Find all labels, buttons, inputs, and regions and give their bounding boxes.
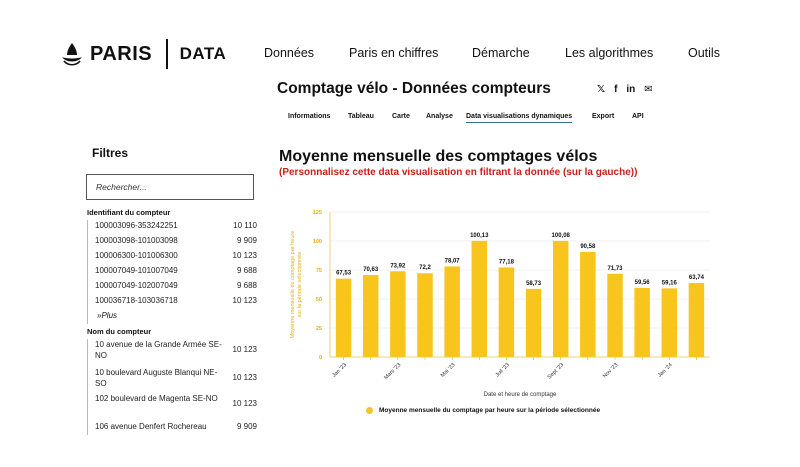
filter-item-label: 102 boulevard de Magenta SE-NO xyxy=(95,394,218,403)
filter-item[interactable] xyxy=(88,367,257,393)
filter-item-label: 100003096-353242251 xyxy=(95,221,178,230)
filter-item-count: 10 123 xyxy=(232,345,257,354)
filter-search-input[interactable] xyxy=(86,174,254,200)
linkedin-icon[interactable]: in xyxy=(626,84,636,95)
paris-data-logo[interactable] xyxy=(60,39,226,69)
bar-value-label: 58,73 xyxy=(526,280,542,287)
chart-title: Moyenne mensuelle des comptages vélos xyxy=(279,148,598,165)
filter-item-count: 9 688 xyxy=(236,281,257,290)
x-tick-label: Nov '23 xyxy=(602,362,620,380)
filter-item-label: 100003098-101003098 xyxy=(95,236,178,245)
bar-value-label: 63,74 xyxy=(688,275,704,282)
x-tick-label: Jan '23 xyxy=(331,362,348,379)
y-tick-label: 25 xyxy=(315,326,322,332)
tab-export[interactable]: Export xyxy=(592,113,615,120)
filter-item-label: 10 avenue de la Grande Armée SE-NO xyxy=(95,340,222,360)
filter-item[interactable] xyxy=(88,339,257,367)
email-icon[interactable]: ✉ xyxy=(644,84,653,95)
x-tick-label: Juil '23 xyxy=(494,362,511,379)
bar xyxy=(336,279,351,357)
nav-outils[interactable]: Outils xyxy=(688,46,720,60)
bar-value-label: 100,13 xyxy=(470,232,489,239)
bar xyxy=(444,266,459,357)
x-tick-label: Sept '23 xyxy=(546,362,566,381)
bar-value-label: 59,16 xyxy=(661,280,677,287)
chart-legend[interactable] xyxy=(366,407,600,414)
filter-item[interactable] xyxy=(88,421,257,435)
bar-value-label: 100,08 xyxy=(551,232,570,239)
filter-item-count: 9 688 xyxy=(236,266,257,275)
tab-carte[interactable]: Carte xyxy=(392,113,410,120)
y-axis-label-line: Moyenne mensuelle du comptage par heure xyxy=(290,230,296,339)
logo-paris-text: PARIS xyxy=(90,42,153,65)
filter-list-identifiant xyxy=(87,220,257,324)
y-tick-label: 0 xyxy=(318,355,322,361)
filters-title: Filtres xyxy=(92,146,129,160)
bar xyxy=(607,274,622,357)
tab-tableau[interactable]: Tableau xyxy=(348,113,374,120)
y-axis-label xyxy=(290,231,303,339)
filter-item-label: 100007049-102007049 xyxy=(95,281,178,290)
share-links xyxy=(597,84,653,95)
twitter-icon[interactable]: 𝕏 xyxy=(597,84,606,95)
bar-value-label: 90,58 xyxy=(580,243,596,250)
bar xyxy=(526,289,541,357)
filter-item-label: 100036718-103036718 xyxy=(95,296,178,305)
filter-item-label: 106 avenue Denfert Rochereau xyxy=(95,422,207,431)
y-tick-label: 75 xyxy=(315,268,322,274)
dataset-tabs xyxy=(0,113,800,127)
filter-item-label: 100007049-101007049 xyxy=(95,266,178,275)
nav-demarche[interactable]: Démarche xyxy=(472,46,530,60)
nav-donnees[interactable]: Données xyxy=(264,46,315,60)
tab-analyse[interactable]: Analyse xyxy=(426,113,453,120)
bar xyxy=(553,241,568,357)
y-axis-label-line: sur la période sélectionnée xyxy=(297,251,303,318)
filter-item-count: 10 123 xyxy=(232,251,257,260)
tab-api[interactable]: API xyxy=(632,113,644,120)
nav-les-algorithmes[interactable]: Les algorithmes xyxy=(565,46,654,60)
facebook-icon[interactable]: f xyxy=(614,84,618,95)
paris-ship-icon xyxy=(60,41,84,67)
filter-list-nom xyxy=(87,339,257,435)
filter-item-count: 10 123 xyxy=(232,373,257,382)
filter-item-count: 9 909 xyxy=(236,422,257,431)
x-tick-label: Jan '24 xyxy=(657,362,674,379)
filter-item-count: 10 123 xyxy=(232,399,257,408)
filter-item[interactable] xyxy=(88,235,257,250)
x-tick-label: Mars '23 xyxy=(383,362,403,382)
filter-item[interactable] xyxy=(88,393,257,421)
y-tick-label: 100 xyxy=(312,239,322,245)
bar xyxy=(363,275,378,357)
bar xyxy=(662,288,677,357)
filter-item-count: 10 123 xyxy=(232,296,257,305)
filter-item-count: 9 909 xyxy=(236,236,257,245)
filter-item-label: 100006300-101006300 xyxy=(95,251,178,260)
chart-subtitle: (Personnalisez cette data visualisation en filtrant la donnée (sur la gauche)) xyxy=(279,167,638,178)
bar-value-label: 59,56 xyxy=(634,279,650,286)
logo-separator xyxy=(166,39,168,69)
bar-value-label: 67,53 xyxy=(336,270,352,277)
filter-item[interactable] xyxy=(88,295,257,310)
bar-value-label: 71,73 xyxy=(607,265,623,272)
filter-item[interactable] xyxy=(88,250,257,265)
bar xyxy=(689,283,704,357)
filter-item-count: 10 110 xyxy=(233,221,257,230)
bar xyxy=(417,273,432,357)
bar xyxy=(580,252,595,357)
nav-paris-en-chiffres[interactable]: Paris en chiffres xyxy=(349,46,439,60)
y-tick-label: 125 xyxy=(312,210,322,216)
bar xyxy=(390,271,405,357)
bar-value-label: 73,92 xyxy=(390,263,406,270)
filter-item-label: 10 boulevard Auguste Blanqui NE-SO xyxy=(95,368,218,388)
filter-more-link[interactable]: »Plus xyxy=(97,311,118,320)
bar-value-label: 78,07 xyxy=(444,258,460,265)
legend-dot-icon xyxy=(366,407,373,414)
tab-informations[interactable]: Informations xyxy=(288,113,331,120)
bar-value-label: 72,2 xyxy=(419,265,431,272)
filter-item[interactable] xyxy=(88,280,257,295)
filter-item[interactable] xyxy=(88,220,257,235)
filter-group-title-nom: Nom du compteur xyxy=(87,327,152,336)
x-axis-label: Date et heure de comptage xyxy=(483,392,557,398)
filter-group-title-identifiant: Identifiant du compteur xyxy=(87,208,171,217)
bar-value-label: 77,18 xyxy=(498,259,514,266)
dataset-title: Comptage vélo - Données compteurs xyxy=(277,80,551,97)
logo-data-text: DATA xyxy=(179,44,227,63)
bar xyxy=(499,267,514,357)
bar xyxy=(634,288,649,357)
tab-data-visualisations[interactable]: Data visualisations dynamiques xyxy=(466,113,572,123)
bar-value-label: 70,63 xyxy=(363,267,379,274)
legend-label: Moyenne mensuelle du comptage par heure sur la période sélectionnée xyxy=(379,407,601,414)
bar-chart xyxy=(280,200,720,405)
bar xyxy=(472,241,487,357)
filter-item[interactable] xyxy=(88,265,257,280)
y-tick-label: 50 xyxy=(315,297,322,303)
x-tick-label: Mai '23 xyxy=(439,362,457,379)
